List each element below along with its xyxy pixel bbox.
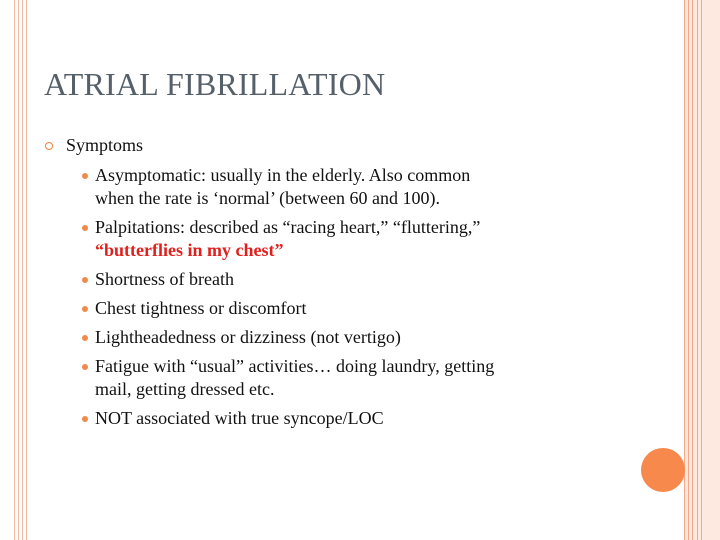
bullet-dot-icon bbox=[82, 225, 88, 231]
bullet-dot-icon bbox=[82, 335, 88, 341]
list-item bbox=[44, 407, 624, 430]
left-border-line bbox=[14, 0, 15, 540]
list-item bbox=[44, 355, 624, 401]
left-border-line bbox=[22, 0, 23, 540]
symptom-list bbox=[44, 164, 624, 430]
bullet-dot-icon bbox=[82, 277, 88, 283]
right-border-line bbox=[692, 0, 693, 540]
list-item bbox=[44, 326, 624, 349]
bullet-text: Chest tightness or discomfort bbox=[95, 298, 307, 318]
right-border-line bbox=[688, 0, 689, 540]
bullet-text-continued: mail, getting dressed etc. bbox=[95, 379, 275, 399]
bullet-text: Shortness of breath bbox=[95, 269, 234, 289]
bullet-dot-icon bbox=[82, 306, 88, 312]
left-border-line bbox=[26, 0, 27, 540]
right-border-line bbox=[701, 0, 702, 540]
bullet-dot-icon bbox=[82, 173, 88, 179]
left-border-line bbox=[18, 0, 19, 540]
bullet-dot-icon bbox=[82, 364, 88, 370]
right-decorative-band bbox=[684, 0, 720, 540]
decorative-circle bbox=[641, 448, 685, 492]
section-label: Symptoms bbox=[66, 135, 144, 155]
list-item bbox=[44, 216, 624, 262]
bullet-text: NOT associated with true syncope/LOC bbox=[95, 408, 384, 428]
list-item bbox=[44, 297, 624, 320]
list-item bbox=[44, 164, 624, 210]
list-item bbox=[44, 268, 624, 291]
bullet-text: Lightheadedness or dizziness (not vertigo) bbox=[95, 327, 401, 347]
bullet-text: Palpitations: described as “racing heart,” “fluttering,” bbox=[95, 217, 481, 237]
bullet-text: Asymptomatic: usually in the elderly. Also common bbox=[95, 165, 471, 185]
bullet-text-continued: when the rate is ‘normal’ (between 60 and 100). bbox=[95, 188, 441, 208]
right-border-line bbox=[684, 0, 685, 540]
ring-bullet-icon bbox=[45, 142, 53, 150]
slide-title: ATRIAL FIBRILLATION bbox=[44, 66, 386, 102]
section-item bbox=[44, 134, 624, 157]
bullet-text: Fatigue with “usual” activities… doing laundry, getting bbox=[95, 356, 495, 376]
bullet-dot-icon bbox=[82, 416, 88, 422]
slide-content bbox=[44, 134, 624, 436]
emphasis-text: “butterflies in my chest” bbox=[95, 240, 284, 260]
right-border-line bbox=[697, 0, 698, 540]
